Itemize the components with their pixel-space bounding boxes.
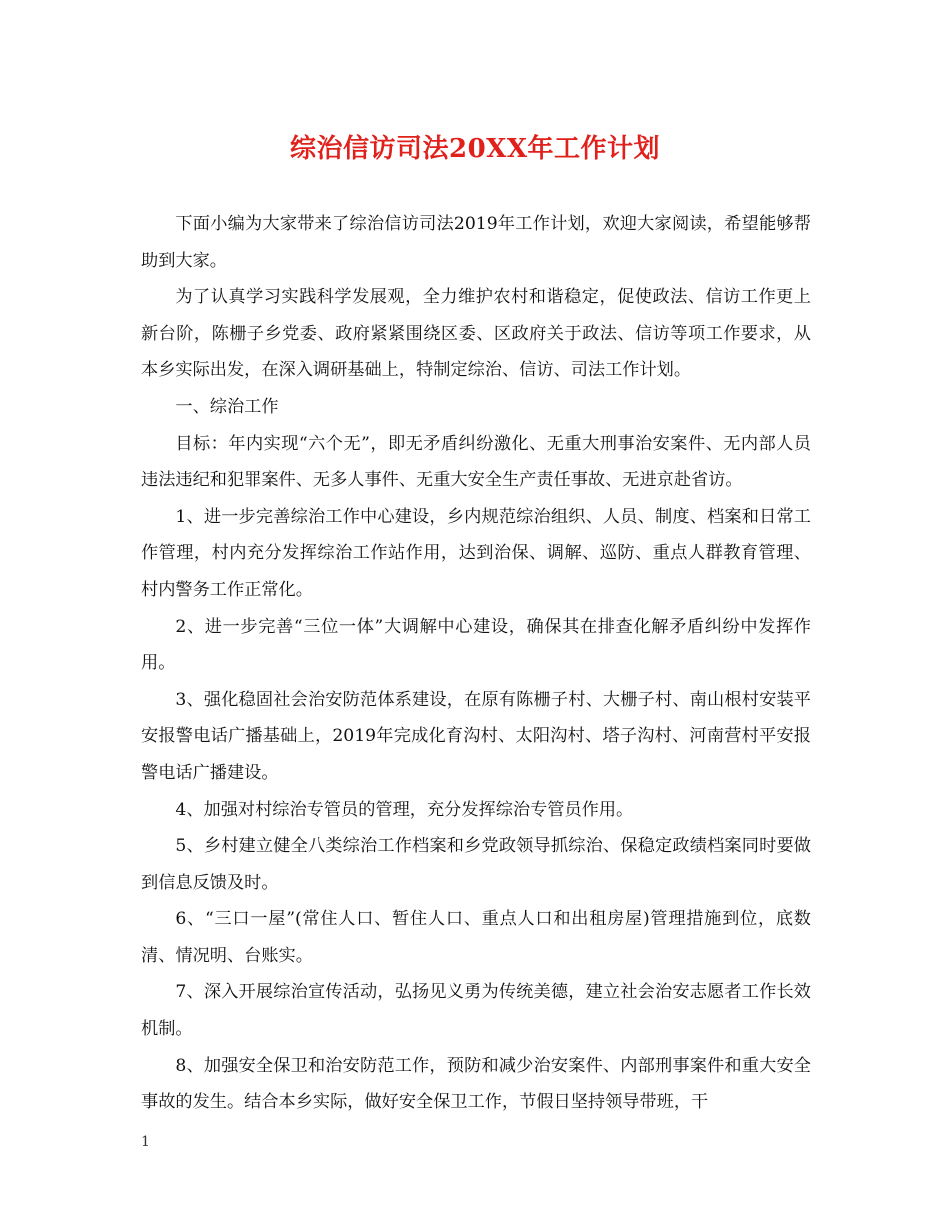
paragraph: 8、加强安全保卫和治安防范工作，预防和减少治安案件、内部刑事案件和重大安全事故的发生。结合本乡实际，做好安全保卫工作，节假日坚持领导带班，干 [141, 1055, 811, 1113]
paragraph: 7、深入开展综治宣传活动，弘扬见义勇为传统美德，建立社会治安志愿者工作长效机制。 [141, 982, 811, 1040]
paragraph: 3、强化稳固社会治安防范体系建设，在原有陈栅子村、大栅子村、南山根村安装平安报警电话广播基础上，2019年完成化育沟村、太阳沟村、塔子沟村、河南营村平安报警电话广播建设。 [141, 689, 811, 783]
page-number: 1 [141, 1134, 150, 1150]
paragraph: 目标：年内实现“六个无”，即无矛盾纠纷激化、无重大刑事治安案件、无内部人员违法违纪和犯罪案件、无多人事件、无重大安全生产责任事故、无进京赴省访。 [141, 433, 811, 491]
paragraph: 4、加强对村综治专管员的管理，充分发挥综治专管员作用。 [175, 799, 634, 820]
paragraph: 为了认真学习实践科学发展观，全力维护农村和谐稳定，促使政法、信访工作更上新台阶，陈栅子乡党委、政府紧紧围绕区委、区政府关于政法、信访等项工作要求，从本乡实际出发，在深入调研基础上，特制定综治、信访、司法工作计划。 [141, 287, 811, 381]
paragraph: 下面小编为大家带来了综治信访司法2019年工作计划，欢迎大家阅读，希望能够帮助到大家。 [141, 214, 811, 271]
paragraph: 2、进一步完善“三位一体”大调解中心建设，确保其在排查化解矛盾纠纷中发挥作用。 [141, 616, 811, 674]
paragraph: 5、乡村建立健全八类综治工作档案和乡党政领导抓综治、保稳定政绩档案同时要做到信息反馈及时。 [141, 836, 811, 893]
paragraph: 6、“三口一屋”(常住人口、暂住人口、重点人口和出租房屋)管理措施到位，底数清、情况明、台账实。 [141, 909, 811, 966]
paragraph: 1、进一步完善综治工作中心建设，乡内规范综治组织、人员、制度、档案和日常工作管理，村内充分发挥综治工作站作用，达到治保、调解、巡防、重点人群教育管理、村内警务工作正常化。 [141, 506, 811, 600]
document-title: 综治信访司法20XX年工作计划 [289, 134, 661, 164]
document-body [141, 206, 811, 1121]
section-heading: 一、综治工作 [175, 396, 279, 417]
